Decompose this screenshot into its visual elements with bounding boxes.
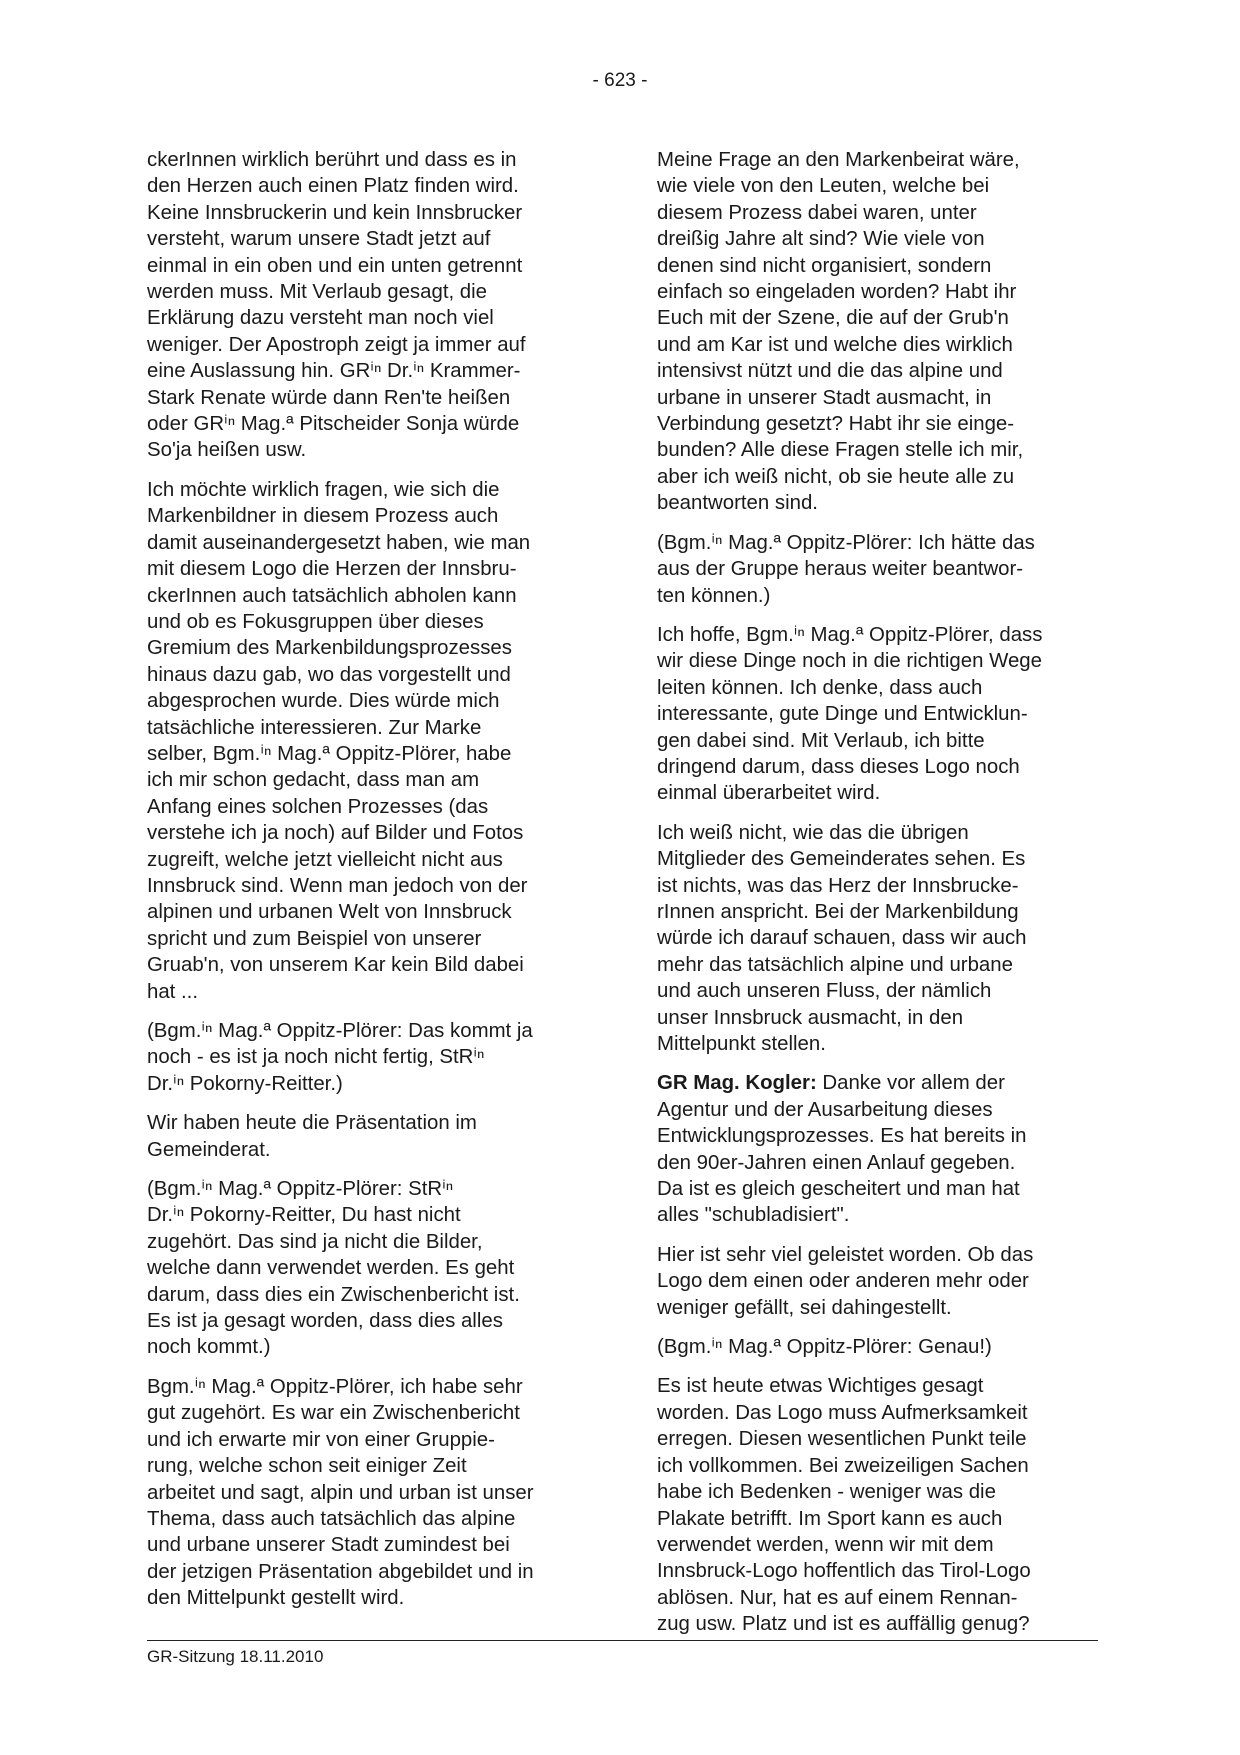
paragraph: Hier ist sehr viel geleistet worden. Ob das Logo dem einen oder anderen mehr oder weniger gefällt, sei dahingestellt. (657, 1243, 1034, 1319)
paragraph: Ich weiß nicht, wie das die übrigen Mitglieder des Gemeinderates sehen. Es ist nichts, was das Herz der Innsbrucke- rInnen anspricht. Bei der Markenbildung würde ich darauf schauen, dass wir auch mehr das tatsächlich alpine und urbane und auch unseren Fluss, der nämlich unser Innsbruck ausmacht, in den Mittelpunkt stellen. (657, 821, 1027, 1055)
interjection: (Bgm.ⁱⁿ Mag.ª Oppitz-Plörer: Ich hätte das aus der Gruppe heraus weiter beantwor- ten können.) (657, 531, 1035, 607)
paragraph: Bgm.ⁱⁿ Mag.ª Oppitz-Plörer, ich habe sehr gut zugehört. Es war ein Zwischenbericht und ich erwarte mir von einer Gruppie- rung, welche schon seit einiger Zeit arbeitet und sagt, alpin und urban ist unser Thema, dass auch tatsächlich das alpine und urbane unserer Stadt zumindest bei der jetzigen Präsentation abgebildet und in den Mittelpunkt gestellt wird. (147, 1375, 534, 1610)
speaker-paragraph (657, 1070, 1097, 1228)
interjection: (Bgm.ⁱⁿ Mag.ª Oppitz-Plörer: Genau!) (657, 1336, 992, 1359)
paragraph: Ich hoffe, Bgm.ⁱⁿ Mag.ª Oppitz-Plörer, dass wir diese Dinge noch in die richtigen Wege leiten können. Ich denke, dass auch interessante, gute Dinge und Entwicklun- gen dabei sind. Mit Verlaub, ich bitte dringend darum, dass dieses Logo noch einmal überarbeitet wird. (657, 623, 1043, 805)
speaker-text: Danke vor allem der Agentur und der Ausarbeitung dieses Entwicklungsprozesses. Es hat bereits in den 90er-Jahren einen Anlauf gegeben. Da ist es gleich gescheitert und man hat alles "schubladisiert". (657, 1072, 1027, 1227)
left-column (147, 147, 587, 1625)
footer-divider (147, 1640, 1098, 1641)
footer-session-date: GR-Sitzung 18.11.2010 (147, 1647, 324, 1666)
speaker-name: GR Mag. Kogler: (657, 1072, 817, 1095)
paragraph: Wir haben heute die Präsentation im Gemeinderat. (147, 1112, 477, 1161)
page-number: - 623 - (592, 70, 648, 91)
interjection: (Bgm.ⁱⁿ Mag.ª Oppitz-Plörer: StRⁱⁿ Dr.ⁱⁿ Pokorny-Reitter, Du hast nicht zugehört. Das sind ja nicht die Bilder, welche dann verwendet werden. Es geht darum, dass dies ein Zwischenbericht ist. Es ist ja gesagt worden, dass dies alles noch kommt.) (147, 1178, 520, 1359)
right-column (657, 147, 1097, 1651)
paragraph: Meine Frage an den Markenbeirat wäre, wie viele von den Leuten, welche bei diesem Prozess dabei waren, unter dreißig Jahre alt sind? Wie viele von denen sind nicht organisiert, sondern einfach so eingeladen worden? Habt ihr Euch mit der Szene, die auf der Grub'n und am Kar ist und welche dies wirklich intensivst nützt und die das alpine und urbane in unserer Stadt ausmacht, in Verbindung gesetzt? Habt ihr sie einge- bunden? Alle diese Fragen stelle ich mir, aber ich weiß nicht, ob sie heute alle zu beantworten sind. (657, 149, 1024, 515)
interjection: (Bgm.ⁱⁿ Mag.ª Oppitz-Plörer: Das kommt ja noch - es ist ja noch nicht fertig, StRⁱⁿ Dr.ⁱⁿ Pokorny-Reitter.) (147, 1020, 533, 1095)
paragraph: Es ist heute etwas Wichtiges gesagt worden. Das Logo muss Aufmerksamkeit erregen. Diesen wesentlichen Punkt teile ich vollkommen. Bei zweizeiligen Sachen habe ich Bedenken - weniger was die Plakate betrifft. Im Sport kann es auch verwendet werden, wenn wir mit dem Innsbruck-Logo hoffentlich das Tirol-Logo ablösen. Nur, hat es auf einem Rennan- zug usw. Platz und ist es auffällig genug? (657, 1375, 1031, 1636)
paragraph: Ich möchte wirklich fragen, wie sich die Markenbildner in diesem Prozess auch damit auseinandergesetzt haben, wie man mit diesem Logo die Herzen der Innsbru- ckerInnen auch tatsächlich abholen kann und ob es Fokusgruppen über dieses Gremium des Markenbildungsprozesses hinaus dazu gab, wo das vorgestellt und abgesprochen wurde. Dies würde mich tatsächliche interessieren. Zur Marke selber, Bgm.ⁱⁿ Mag.ª Oppitz-Plörer, habe ich mir schon gedacht, dass man am Anfang eines solchen Prozesses (das verstehe ich ja noch) auf Bilder und Fotos zugreift, welche jetzt vielleicht nicht aus Innsbruck sind. Wenn man jedoch von der alpinen und urbanen Welt von Innsbruck spricht und zum Beispiel von unserer Gruab'n, von unserem Kar kein Bild dabei hat ... (147, 478, 531, 1003)
paragraph: ckerInnen wirklich berührt und dass es in den Herzen auch einen Platz finden wird. Keine Innsbruckerin und kein Innsbrucker versteht, warum unsere Stadt jetzt auf einmal in ein oben und ein unten getrennt werden muss. Mit Verlaub gesagt, die Erklärung dazu versteht man noch viel weniger. Der Apostroph zeigt ja immer auf eine Auslassung hin. GRⁱⁿ Dr.ⁱⁿ Krammer- Stark Renate würde dann Ren'te heißen oder GRⁱⁿ Mag.ª Pitscheider Sonja würde So'ja heißen usw. (147, 149, 526, 462)
